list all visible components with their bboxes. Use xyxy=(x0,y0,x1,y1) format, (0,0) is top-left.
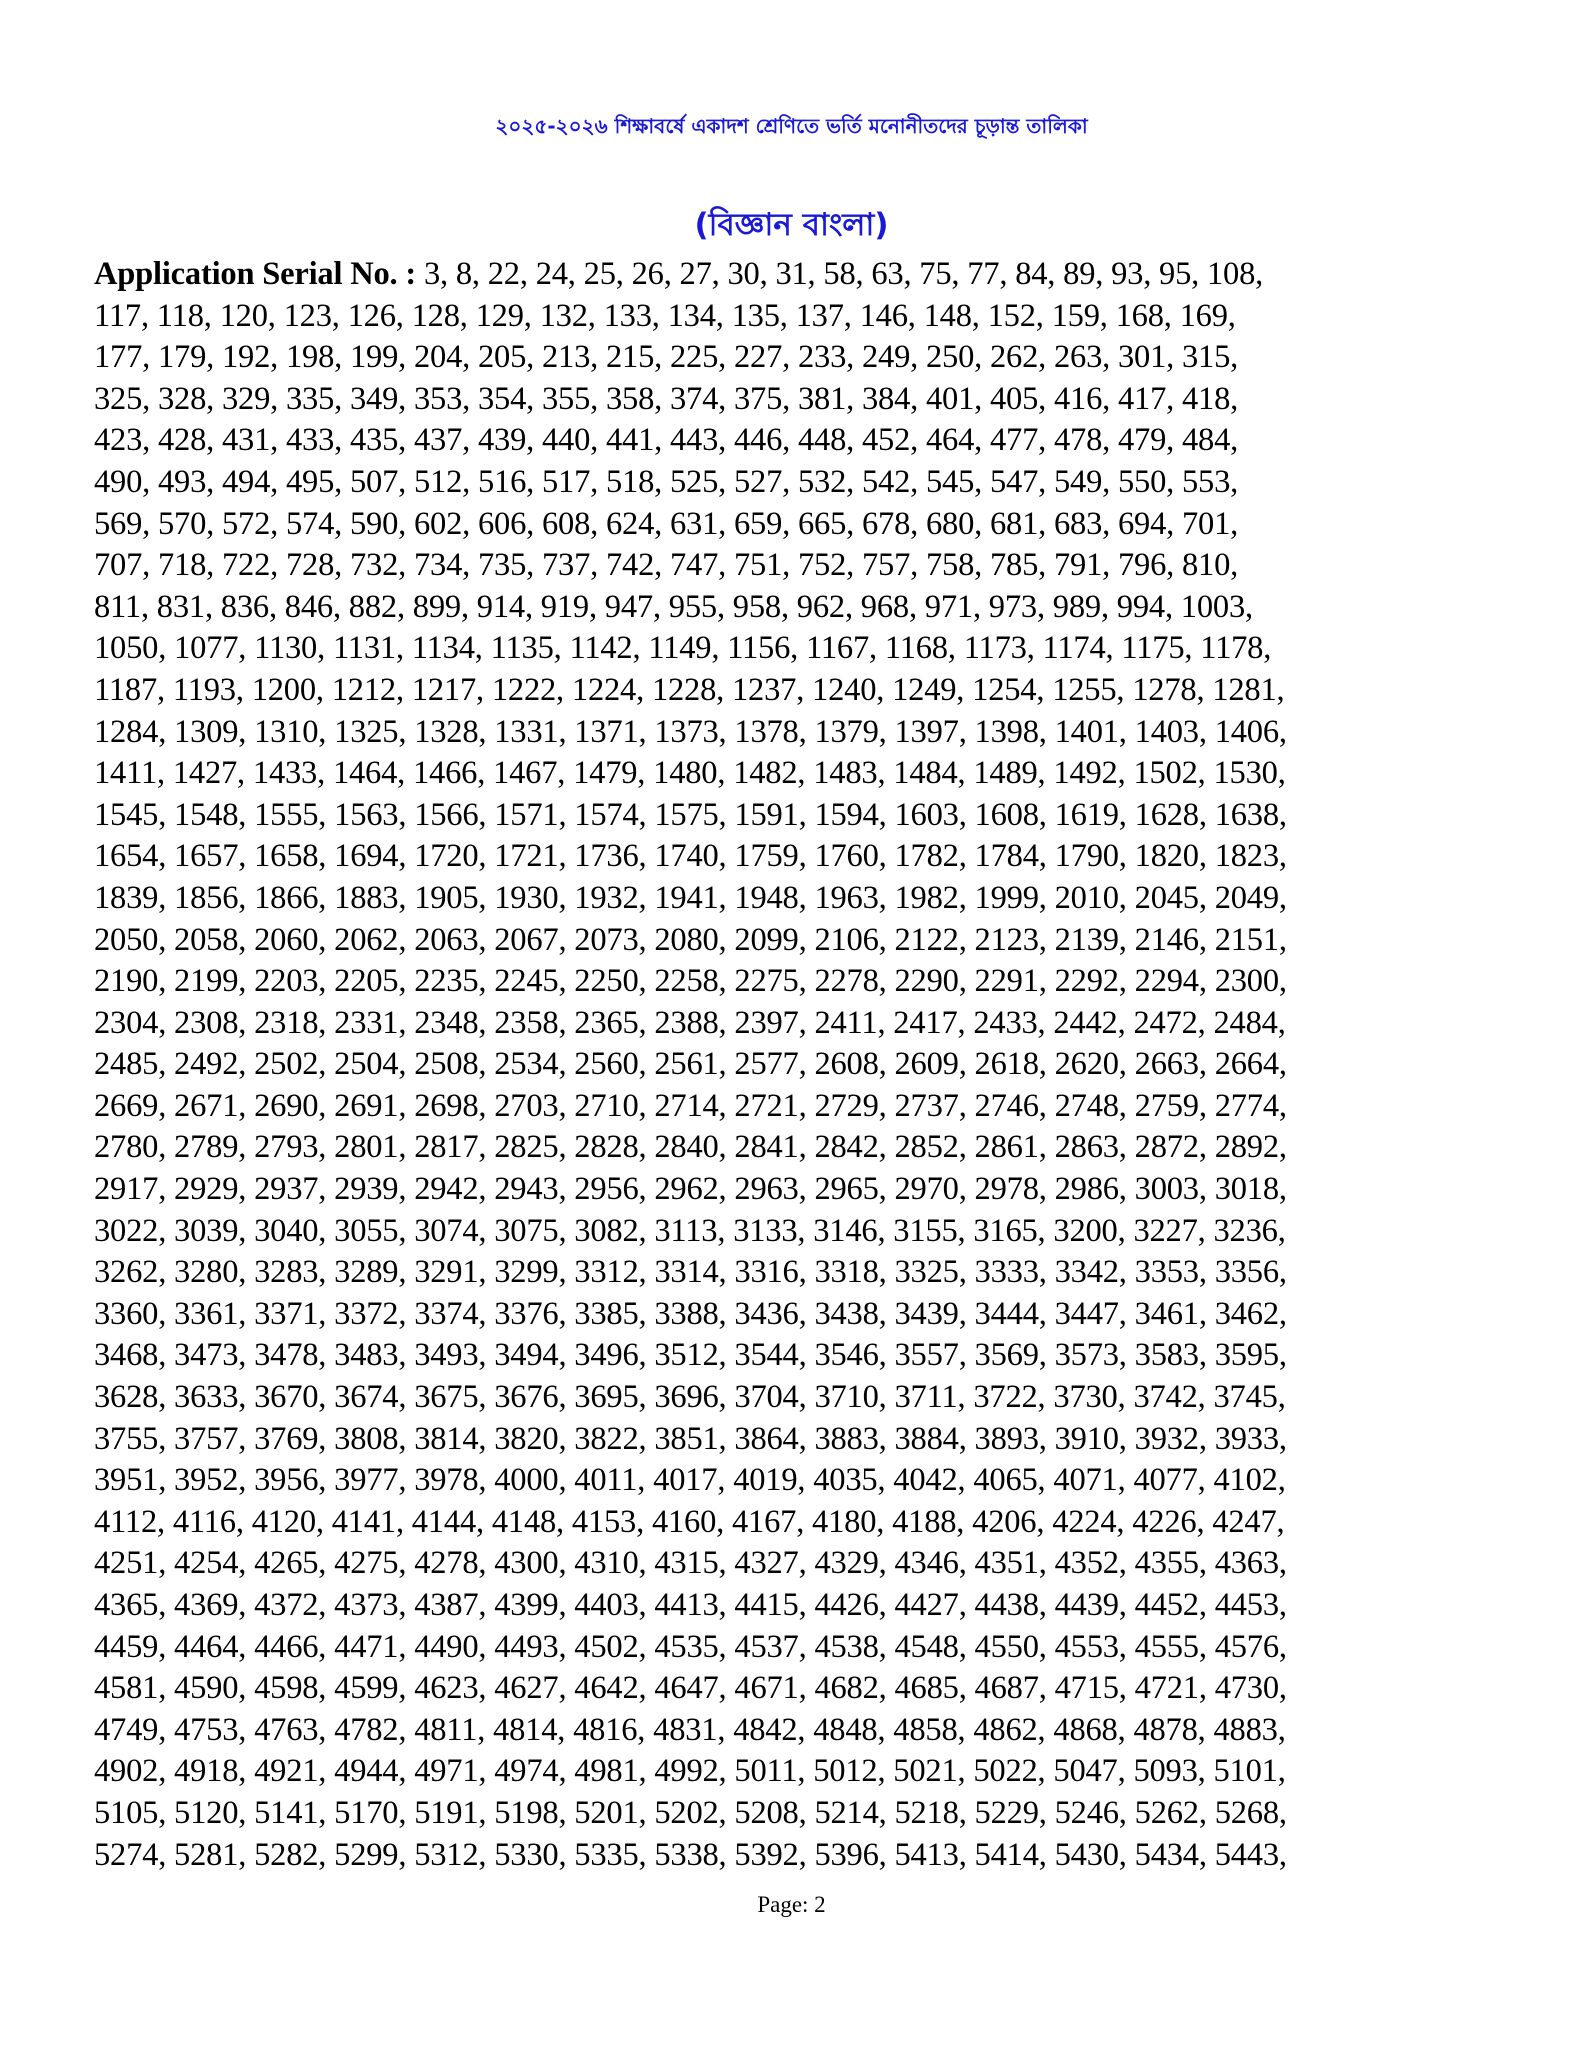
serial-line: 4902, 4918, 4921, 4944, 4971, 4974, 4981, 4992, 5011, 5012, 5021, 5022, 5047, 5093, 5101, xyxy=(94,1753,1286,1790)
serial-line: 325, 328, 329, 335, 349, 353, 354, 355, 358, 374, 375, 381, 384, 401, 405, 416, 417, 418, xyxy=(94,380,1239,417)
serial-line: 4251, 4254, 4265, 4275, 4278, 4300, 4310, 4315, 4327, 4329, 4346, 4351, 4352, 4355, 4363, xyxy=(94,1545,1287,1582)
serial-line: 423, 428, 431, 433, 435, 437, 439, 440, 441, 443, 446, 448, 452, 464, 477, 478, 479, 484, xyxy=(94,422,1239,459)
serial-line: 490, 493, 494, 495, 507, 512, 516, 517, 518, 525, 527, 532, 542, 545, 547, 549, 550, 553, xyxy=(94,463,1239,500)
page-number: Page: 2 xyxy=(757,1892,826,1917)
serial-line: 177, 179, 192, 198, 199, 204, 205, 213, 215, 225, 227, 233, 249, 250, 262, 263, 301, 315, xyxy=(94,339,1239,376)
section-subtitle: (বিজ্ঞান বাংলা) xyxy=(694,207,889,243)
serial-line: 4459, 4464, 4466, 4471, 4490, 4493, 4502, 4535, 4537, 4538, 4548, 4550, 4553, 4555, 4576, xyxy=(94,1628,1287,1665)
serial-line: 2780, 2789, 2793, 2801, 2817, 2825, 2828, 2840, 2841, 2842, 2852, 2861, 2863, 2872, 2892, xyxy=(94,1129,1287,1166)
serial-line: 2917, 2929, 2937, 2939, 2942, 2943, 2956, 2962, 2963, 2965, 2970, 2978, 2986, 3003, 3018, xyxy=(94,1171,1287,1208)
serial-line: 4365, 4369, 4372, 4373, 4387, 4399, 4403, 4413, 4415, 4426, 4427, 4438, 4439, 4452, 4453, xyxy=(94,1587,1287,1623)
serial-line: 117, 118, 120, 123, 126, 128, 129, 132, 133, 134, 135, 137, 146, 148, 152, 159, 168, 169, xyxy=(94,297,1236,334)
serial-line: 3628, 3633, 3670, 3674, 3675, 3676, 3695, 3696, 3704, 3710, 3711, 3722, 3730, 3742, 3745, xyxy=(94,1379,1286,1416)
serial-line: 2050, 2058, 2060, 2062, 2063, 2067, 2073, 2080, 2099, 2106, 2122, 2123, 2139, 2146, 2151, xyxy=(94,921,1287,958)
serial-line: 1050, 1077, 1130, 1131, 1134, 1135, 1142, 1149, 1156, 1167, 1168, 1173, 1174, 1175, 1178, xyxy=(94,630,1272,667)
serial-line: 1284, 1309, 1310, 1325, 1328, 1331, 1371, 1373, 1378, 1379, 1397, 1398, 1401, 1403, 1406, xyxy=(94,713,1287,750)
serial-line: 1654, 1657, 1658, 1694, 1720, 1721, 1736, 1740, 1759, 1760, 1782, 1784, 1790, 1820, 1823, xyxy=(94,838,1287,875)
serial-line: 3468, 3473, 3478, 3483, 3493, 3494, 3496, 3512, 3544, 3546, 3557, 3569, 3573, 3583, 3595, xyxy=(94,1337,1287,1374)
serial-line: 3755, 3757, 3769, 3808, 3814, 3820, 3822, 3851, 3864, 3883, 3884, 3893, 3910, 3932, 3933, xyxy=(94,1420,1287,1457)
serial-line: 2304, 2308, 2318, 2331, 2348, 2358, 2365, 2388, 2397, 2411, 2417, 2433, 2442, 2472, 2484, xyxy=(94,1004,1286,1041)
serial-line: 3951, 3952, 3956, 3977, 3978, 4000, 4011, 4017, 4019, 4035, 4042, 4065, 4071, 4077, 4102, xyxy=(94,1462,1286,1499)
serial-line: 5274, 5281, 5282, 5299, 5312, 5330, 5335, 5338, 5392, 5396, 5413, 5414, 5430, 5434, 5443, xyxy=(94,1836,1287,1873)
serial-line: 5105, 5120, 5141, 5170, 5191, 5198, 5201, 5202, 5208, 5214, 5218, 5229, 5246, 5262, 5268, xyxy=(94,1794,1287,1831)
serial-line: 2485, 2492, 2502, 2504, 2508, 2534, 2560, 2561, 2577, 2608, 2609, 2618, 2620, 2663, 2664, xyxy=(94,1046,1287,1083)
page-title: ২০২৫-২০২৬ শিক্ষাবর্ষে একাদশ শ্রেণিতে ভর্তি মনোনীতদের চূড়ান্ত তালিকা xyxy=(495,114,1088,138)
serial-line: 1839, 1856, 1866, 1883, 1905, 1930, 1932, 1941, 1948, 1963, 1982, 1999, 2010, 2045, 2049, xyxy=(94,879,1287,916)
serial-line: 707, 718, 722, 728, 732, 734, 735, 737, 742, 747, 751, 752, 757, 758, 785, 791, 796, 810, xyxy=(94,547,1239,584)
serial-line: 811, 831, 836, 846, 882, 899, 914, 919, 947, 955, 958, 962, 968, 971, 973, 989, 994, 1003, xyxy=(94,588,1253,625)
serial-line: 3262, 3280, 3283, 3289, 3291, 3299, 3312, 3314, 3316, 3318, 3325, 3333, 3342, 3353, 3356, xyxy=(94,1254,1287,1291)
serial-label: Application Serial No. : xyxy=(94,256,417,292)
serial-line: 4112, 4116, 4120, 4141, 4144, 4148, 4153, 4160, 4167, 4180, 4188, 4206, 4224, 4226, 4247, xyxy=(94,1503,1285,1540)
serial-line: 1545, 1548, 1555, 1563, 1566, 1571, 1574, 1575, 1591, 1594, 1603, 1608, 1619, 1628, 1638, xyxy=(94,796,1287,833)
serial-number-list xyxy=(94,254,1494,1876)
serial-line: 2190, 2199, 2203, 2205, 2235, 2245, 2250, 2258, 2275, 2278, 2290, 2291, 2292, 2294, 2300, xyxy=(94,963,1287,1000)
serial-line: 1411, 1427, 1433, 1464, 1466, 1467, 1479, 1480, 1482, 1483, 1484, 1489, 1492, 1502, 1530, xyxy=(94,755,1286,792)
serial-line: 2669, 2671, 2690, 2691, 2698, 2703, 2710, 2714, 2721, 2729, 2737, 2746, 2748, 2759, 2774, xyxy=(94,1087,1287,1124)
serial-line: 4749, 4753, 4763, 4782, 4811, 4814, 4816, 4831, 4842, 4848, 4858, 4862, 4868, 4878, 4883, xyxy=(94,1711,1286,1748)
serial-line xyxy=(94,254,1494,296)
serial-line: 3360, 3361, 3371, 3372, 3374, 3376, 3385, 3388, 3436, 3438, 3439, 3444, 3447, 3461, 3462, xyxy=(94,1295,1287,1332)
serial-line: 4581, 4590, 4598, 4599, 4623, 4627, 4642, 4647, 4671, 4682, 4685, 4687, 4715, 4721, 4730, xyxy=(94,1670,1287,1707)
serial-line: 569, 570, 572, 574, 590, 602, 606, 608, 624, 631, 659, 665, 678, 680, 681, 683, 694, 701, xyxy=(94,505,1239,542)
serial-line: 3022, 3039, 3040, 3055, 3074, 3075, 3082, 3113, 3133, 3146, 3155, 3165, 3200, 3227, 3236, xyxy=(94,1212,1286,1249)
serial-values: 3, 8, 22, 24, 25, 26, 27, 30, 31, 58, 63, 75, 77, 84, 89, 93, 95, 108, xyxy=(416,256,1264,292)
serial-line: 1187, 1193, 1200, 1212, 1217, 1222, 1224, 1228, 1237, 1240, 1249, 1254, 1255, 1278, 1281, xyxy=(94,671,1285,708)
